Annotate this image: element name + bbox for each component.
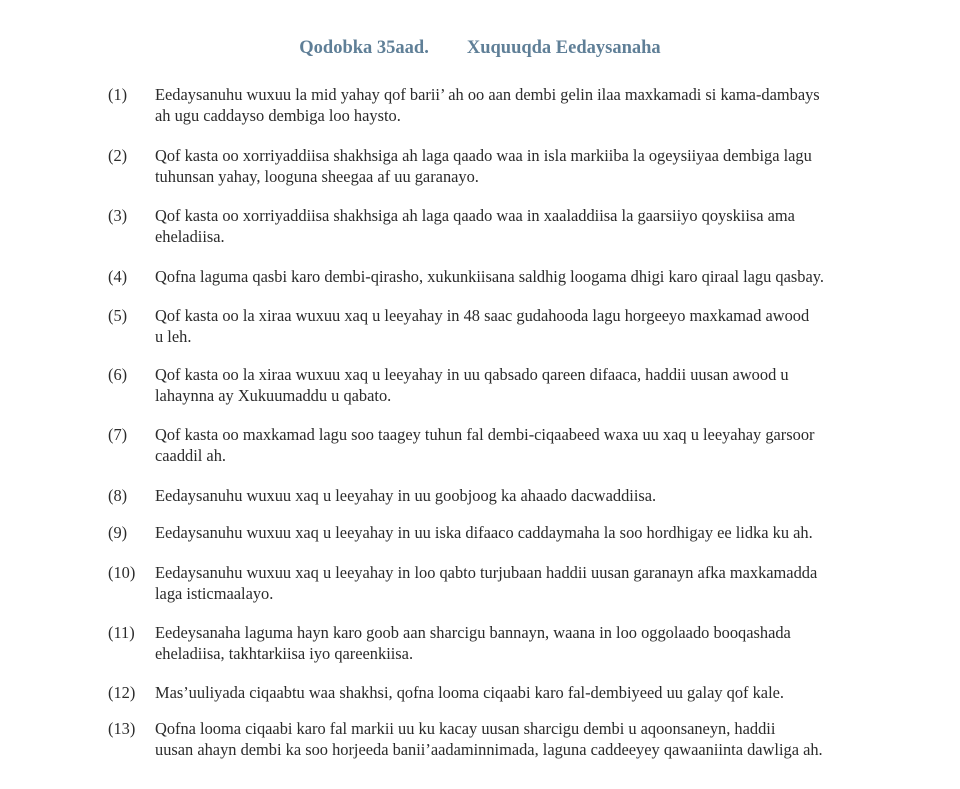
clause-line: lahaynna ay Xukuumaddu u qabato. bbox=[155, 386, 392, 405]
clause-text bbox=[155, 682, 928, 703]
clause-line: Eedaysanuhu wuxuu la mid yahay qof barii’ ah oo aan dembi gelin ilaa maxkamadi si kama-dambays bbox=[155, 85, 820, 104]
clause-line: eheladiisa, takhtarkiisa iyo qareenkiisa. bbox=[155, 644, 414, 663]
clause-text bbox=[155, 364, 928, 406]
article-number: Qodobka 35aad. bbox=[299, 38, 429, 58]
clause-number: (7) bbox=[108, 425, 128, 444]
clause-number: (2) bbox=[108, 146, 128, 165]
clause-text bbox=[155, 718, 928, 760]
clause-text bbox=[155, 424, 928, 466]
clause-line: Qofna laguma qasbi karo dembi-qirasho, xukunkiisana saldhig loogama dhigi karo qiraal lagu qasbay. bbox=[155, 267, 824, 286]
clause-line: Mas’uuliyada ciqaabtu waa shakhsi, qofna looma ciqaabi karo fal-dembiyeed uu galay qof kale. bbox=[155, 683, 784, 702]
clause-text bbox=[155, 622, 928, 664]
clause-number: (5) bbox=[108, 306, 128, 325]
clause-line: Qof kasta oo xorriyaddiisa shakhsiga ah laga qaado waa in isla markiiba la ogeysiiyaa dembiga lagu bbox=[155, 146, 812, 165]
clause-line: ah ugu caddayso dembiga loo haysto. bbox=[155, 106, 401, 125]
clause-line: Eedaysanuhu wuxuu xaq u leeyahay in loo qabto turjubaan haddii uusan garanayn afka maxkamadda bbox=[155, 563, 818, 582]
clause-number: (8) bbox=[108, 486, 128, 505]
clause-line: tuhunsan yahay, looguna sheegaa af uu garanayo. bbox=[155, 167, 479, 186]
clause-line: Eedeysanaha laguma hayn karo goob aan sharcigu bannayn, waana in loo oggolaado booqashada bbox=[155, 623, 791, 642]
clause-number: (1) bbox=[108, 85, 128, 104]
clause-number: (9) bbox=[108, 523, 128, 542]
clause-line: Qof kasta oo la xiraa wuxuu xaq u leeyahay in 48 saac gudahooda lagu horgeeyo maxkamad awood bbox=[155, 306, 810, 325]
clause-number: (6) bbox=[108, 365, 128, 384]
clause-line: laga isticmaalayo. bbox=[155, 584, 274, 603]
clause-number: (12) bbox=[108, 683, 136, 702]
article-heading bbox=[0, 38, 960, 59]
clause-line: caaddil ah. bbox=[155, 446, 226, 465]
clause-line: Qof kasta oo maxkamad lagu soo taagey tuhun fal dembi-ciqaabeed waxa uu xaq u leeyahay garsoor bbox=[155, 425, 815, 444]
clause-text bbox=[155, 522, 928, 543]
clause-line: eheladiisa. bbox=[155, 227, 225, 246]
clause-number: (11) bbox=[108, 623, 135, 642]
clause-line: Qof kasta oo xorriyaddiisa shakhsiga ah laga qaado waa in xaaladdiisa la gaarsiiyo qoyskiisa ama bbox=[155, 206, 795, 225]
clause-text bbox=[155, 205, 928, 247]
clause-text bbox=[155, 562, 928, 604]
clause-line: uusan ahayn dembi ka soo horjeeda banii’aadaminnimada, laguna caddeeyey qawaaniinta dawliga ah. bbox=[155, 740, 823, 759]
clause-text bbox=[155, 266, 928, 287]
clause-text bbox=[155, 305, 928, 347]
article-title: Xuquuqda Eedaysanaha bbox=[466, 38, 661, 58]
clause-text bbox=[155, 84, 928, 126]
clause-text bbox=[155, 485, 928, 506]
clause-line: u leh. bbox=[155, 327, 192, 346]
clause-number: (4) bbox=[108, 267, 128, 286]
clause-number: (13) bbox=[108, 719, 136, 738]
clause-line: Qofna looma ciqaabi karo fal markii uu ku kacay uusan sharcigu dembi u aqoonsaneyn, haddii bbox=[155, 719, 776, 738]
clause-number: (3) bbox=[108, 206, 128, 225]
clause-line: Qof kasta oo la xiraa wuxuu xaq u leeyahay in uu qabsado qareen difaaca, haddii uusan awood u bbox=[155, 365, 789, 384]
clause-line: Eedaysanuhu wuxuu xaq u leeyahay in uu iska difaaco caddaymaha la soo hordhigay ee lidka ku ah. bbox=[155, 523, 813, 542]
clause-number: (10) bbox=[108, 563, 136, 582]
clause-line: Eedaysanuhu wuxuu xaq u leeyahay in uu goobjoog ka ahaado dacwaddiisa. bbox=[155, 486, 657, 505]
clause-text bbox=[155, 145, 928, 187]
